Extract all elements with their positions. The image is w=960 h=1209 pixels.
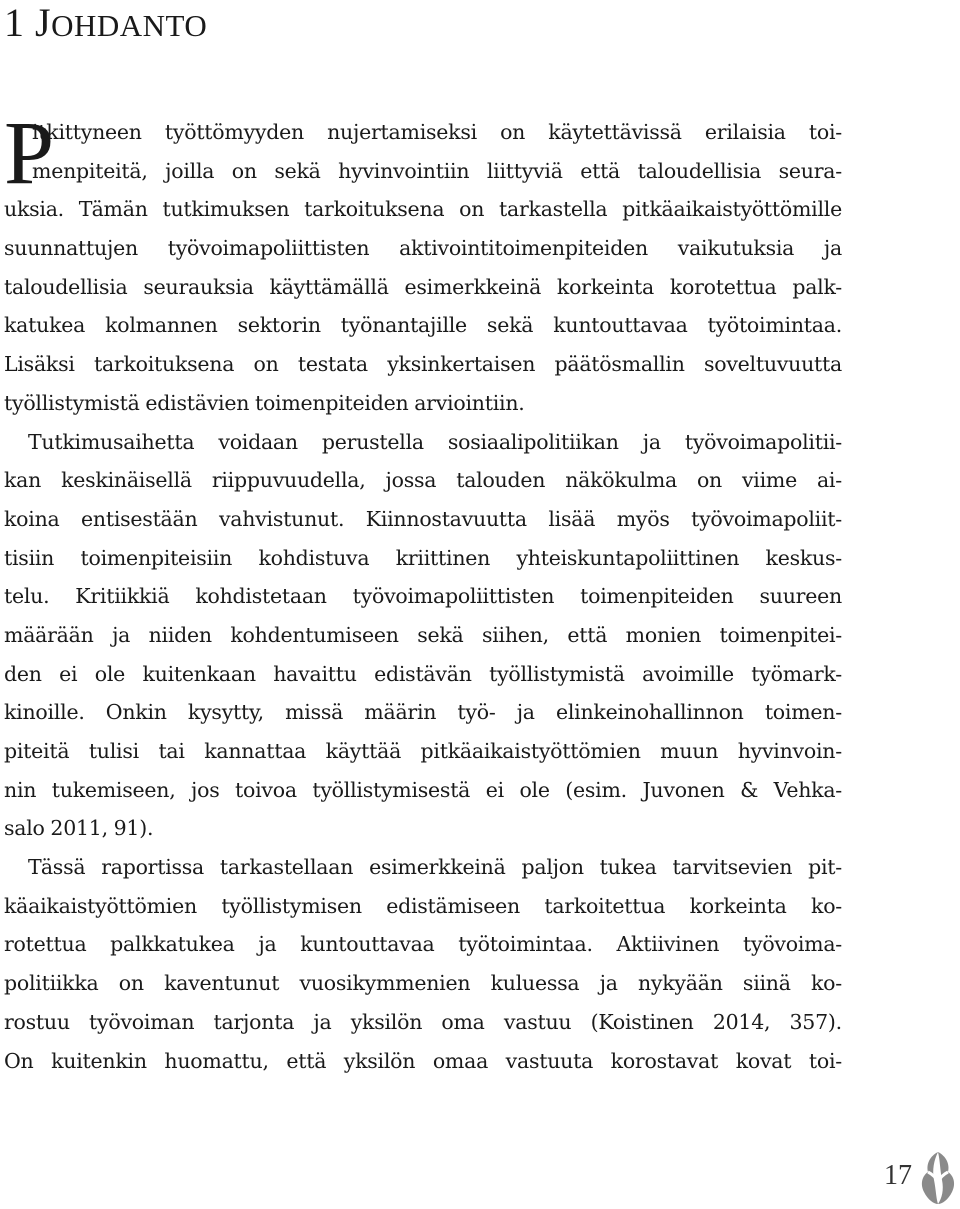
text-line: telu. Kritiikkiä kohdistetaan työvoimapoliittisten toimenpiteiden suureen <box>4 584 842 609</box>
text-line: Lisäksi tarkoituksena on testata yksinkertaisen päätösmallin soveltuvuutta <box>4 352 842 377</box>
text-line: On kuitenkin huomattu, että yksilön omaa vastuuta korostavat kovat toi- <box>4 1048 842 1073</box>
text-line: suunnattujen työvoimapoliittisten aktivointitoimenpiteiden vaikutuksia ja <box>4 236 842 261</box>
text-line: Tutkimusaihetta voidaan perustella sosiaalipolitiikan ja työvoimapolitii- <box>28 429 842 454</box>
text-line: nin tukemiseen, jos toivoa työllistymisestä ei ole (esim. Juvonen & Vehka- <box>4 777 842 802</box>
text-line: käaikaistyöttömien työllistymisen edistämiseen tarkoitettua korkeinta ko- <box>4 893 842 918</box>
text-line: koina entisestään vahvistunut. Kiinnostavuutta lisää myös työvoimapoliit- <box>4 506 842 531</box>
chapter-number: 1 <box>4 0 25 45</box>
text-line: katukea kolmannen sektorin työnantajille sekä kuntouttavaa työtoimintaa. <box>4 313 842 338</box>
text-line: politiikka on kaventunut vuosikymmenien kuluessa ja nykyään siinä ko- <box>4 971 842 996</box>
text-line: itkittyneen työttömyyden nujertamiseksi on käytettävissä erilaisia toi- <box>32 120 842 144</box>
text-line: uksia. Tämän tutkimuksen tarkoituksena on tarkastella pitkäaikaistyöttömille <box>4 197 842 222</box>
publisher-logo-icon <box>918 1150 958 1206</box>
text-line: rostuu työvoiman tarjonta ja yksilön oma vastuu (Koistinen 2014, 357). <box>4 1009 842 1034</box>
text-line: rotettua palkkatukea ja kuntouttavaa työtoimintaa. Aktiivinen työvoima- <box>4 932 842 957</box>
chapter-title-initial: J <box>35 0 52 45</box>
text-line: taloudellisia seurauksia käyttämällä esimerkkeinä korkeinta korotettua palk- <box>4 274 842 299</box>
text-line: määrään ja niiden kohdentumiseen sekä siihen, että monien toimenpitei- <box>4 622 842 647</box>
text-line: salo 2011, 91). <box>4 816 154 841</box>
text-line: kan keskinäisellä riippuvuudella, jossa talouden näkökulma on viime ai- <box>4 468 842 493</box>
page-number: 17 <box>884 1160 912 1191</box>
text-line: menpiteitä, joilla on sekä hyvinvointiin liittyviä että taloudellisia seura- <box>32 158 842 183</box>
chapter-heading <box>4 0 207 49</box>
text-line: tisiin toimenpiteisiin kohdistuva kriittinen yhteiskuntapoliittinen keskus- <box>4 545 842 570</box>
text-line: työllistymistä edistävien toimenpiteiden arviointiin. <box>4 390 525 415</box>
drop-cap: P <box>4 104 54 203</box>
text-line: Tässä raportissa tarkastellaan esimerkkeinä paljon tukea tarvitsevien pit- <box>28 855 842 880</box>
text-line: den ei ole kuitenkaan havaittu edistävän työllistymistä avoimille työmark- <box>4 661 842 686</box>
text-line: kinoille. Onkin kysytty, missä määrin työ- ja elinkeinohallinnon toimen- <box>4 700 842 725</box>
text-line: piteitä tulisi tai kannattaa käyttää pitkäaikaistyöttömien muun hyvinvoin- <box>4 739 842 763</box>
chapter-title-rest: OHDANTO <box>51 8 208 43</box>
body-text <box>4 104 842 1080</box>
